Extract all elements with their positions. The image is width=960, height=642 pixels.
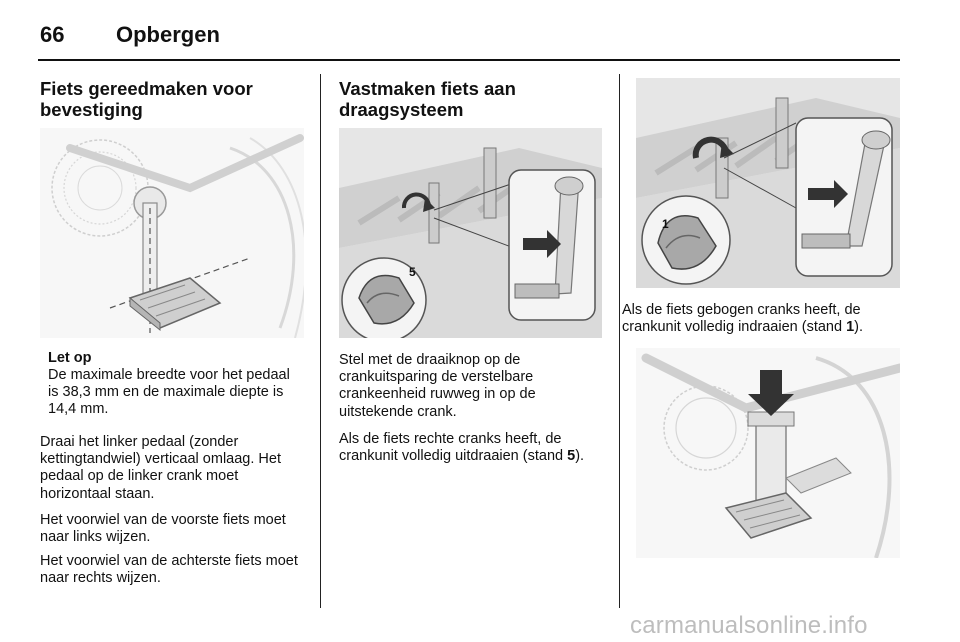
note-box — [48, 350, 298, 419]
straight-cranks-suffix: ). — [575, 448, 585, 465]
paragraph-curved-cranks — [622, 302, 908, 336]
crank-unit-illustration-2 — [636, 78, 900, 288]
page-header — [40, 18, 900, 52]
column-prepare-bike — [40, 78, 302, 120]
crank-clamp-figure — [636, 348, 900, 558]
position-5-label: 5 — [567, 448, 576, 465]
paragraph-adjust-knob: Stel met de draaiknop op de crankuitsparing de verstelbare crankeenheid ruwweg in op de uitstekende crank. — [339, 352, 536, 420]
column-attach-bike — [339, 78, 605, 120]
paragraph-front-bike: Het voorwiel van de voorste fiets moet naar links wijzen. — [40, 512, 286, 546]
curved-cranks-suffix: ). — [854, 319, 864, 336]
crank-unit-illustration-1 — [339, 128, 602, 338]
column-divider-2 — [619, 74, 620, 608]
paragraph-pedal: Draai het linker pedaal (zonder kettingtandwiel) verticaal omlaag. Het pedaal op de linker crank moet horizontaal staan. — [40, 434, 281, 502]
chapter-title: Opbergen — [116, 22, 220, 47]
section-heading-prepare: Fiets gereedmaken voor bevestiging — [40, 78, 253, 120]
watermark-text: carmanualsonline.info — [630, 612, 868, 639]
pedal-figure — [40, 128, 304, 338]
paragraph-rear-bike: Het voorwiel van de achterste fiets moet naar rechts wijzen. — [40, 553, 298, 587]
section-heading-attach: Vastmaken fiets aan draagsysteem — [339, 78, 516, 120]
note-title: Let op — [48, 350, 92, 366]
straight-cranks-text: Als de fiets rechte cranks heeft, de crankunit volledig uitdraaien (stand — [339, 431, 568, 465]
paragraph-straight-cranks — [339, 431, 605, 465]
pedal-illustration — [40, 128, 304, 338]
figure-label-1: 1 — [662, 217, 669, 231]
crank-clamp-illustration — [636, 348, 900, 558]
curved-cranks-text: Als de fiets gebogen cranks heeft, de crankunit volledig indraaien (stand — [622, 302, 861, 336]
header-rule — [38, 59, 900, 61]
page-number: 66 — [40, 22, 65, 47]
column-divider-1 — [320, 74, 321, 608]
note-text: De maximale breedte voor het pedaal is 38,3 mm en de maximale diepte is 14,4 mm. — [48, 367, 290, 418]
figure-label-5: 5 — [409, 265, 416, 279]
crank-unit-figure-2 — [636, 78, 900, 288]
position-1-label: 1 — [846, 319, 855, 336]
crank-unit-figure-1 — [339, 128, 602, 338]
